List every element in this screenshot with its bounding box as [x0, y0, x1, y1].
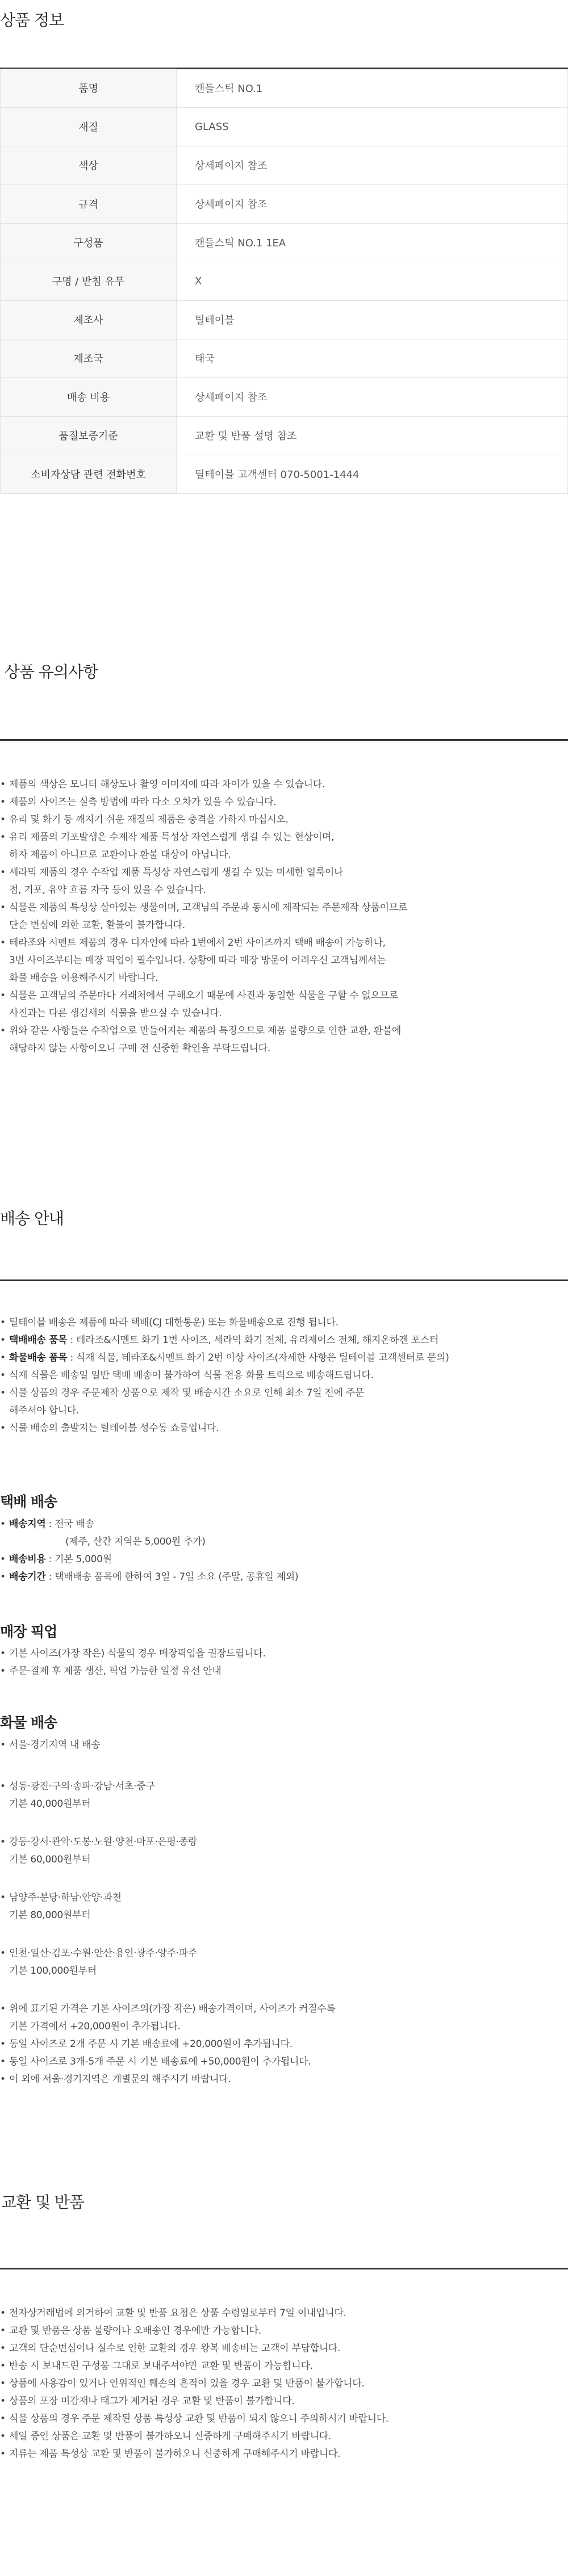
zone-gap: [0, 1813, 562, 1834]
spec-value: X: [177, 262, 568, 300]
returns-divider: [0, 2268, 568, 2269]
shipping-intro-item: [0, 1367, 562, 1385]
freight-zone-areas: • 강동·강서·관악·도봉·노원·양천·마포·은평·종랑: [0, 1834, 562, 1851]
notice-item: • 유리 제품의 기포발생은 수제작 제품 특성상 자연스럽게 생길 수 있는 현상이며,: [0, 829, 562, 846]
spec-key: 구성품: [1, 223, 177, 262]
freight-zone-areas: • 남양주·분당·하남·안양·과천: [0, 1889, 562, 1907]
notice-item: 3번 사이즈부터는 매장 픽업이 필수입니다. 상황에 따라 매장 방문이 어려우신 고객님께서는: [9, 955, 386, 966]
notice-item: • 식물은 고객님의 주문마다 거래처에서 구해오기 때문에 사진과 동일한 식물을 구할 수 없으므로: [0, 987, 562, 1005]
shipping-intro-text: : 식재 식물, 테라조&시멘트 화기 2번 이상 사이즈(자세한 사항은 틸테이블 고객센터로 문의): [67, 1352, 449, 1363]
freight-note: • 위에 표기된 가격은 기본 사이즈의(가장 작은) 배송가격이며, 사이즈가 커질수록: [0, 2000, 562, 2018]
spec-value: GLASS: [177, 107, 568, 146]
parcel-area-note: (제주, 산간 지역은 5,000원 추가): [65, 1536, 206, 1547]
notice-item: 점, 기포, 유약 흐름 자국 등이 있을 수 있습니다.: [9, 884, 206, 896]
notice-item: 하자 제품이 아니므로 교환이나 환불 대상이 아닙니다.: [9, 849, 231, 861]
freight-zone-areas: • 인천·일산·김포·수원·안산·용인·광주·양주·파주: [0, 1945, 562, 1962]
shipping-intro-item: [0, 1349, 562, 1367]
spec-value: 상세페이지 참조: [177, 146, 568, 184]
spec-row: [1, 377, 568, 416]
shipping-intro-item: [0, 1332, 562, 1349]
freight-notes: [0, 2000, 562, 2088]
freight-zone-price: 기본 80,000원부터: [9, 1910, 91, 1921]
returns-item: • 상품의 포장 미감재나 태그가 제거된 경우 교환 및 반품이 불가합니다.: [0, 2393, 562, 2410]
shipping-title: 배송 안내: [0, 1209, 64, 1228]
freight-title: 화물 배송: [0, 1714, 57, 1731]
shipping-intro-text: 해주셔야 합니다.: [9, 1405, 80, 1416]
notice-item: • 제품의 색상은 모니터 해상도나 촬영 이미지에 따라 차이가 있을 수 있습니다.: [0, 776, 562, 794]
returns-list: [0, 2305, 562, 2463]
returns-item: • 식물 상품의 경우 주문 제작된 상품 특성상 교환 및 반품이 되지 않으니 주의하시기 바랍니다.: [0, 2410, 562, 2428]
freight-note: • 동일 사이즈로 3개-5개 주문 시 기본 배송료에 +50,000원이 추가됩니다.: [0, 2053, 562, 2071]
spec-value: 상세페이지 참조: [177, 184, 568, 223]
shipping-intro-text: 식물 상품의 경우 주문제작 상품으로 제작 및 배송시간 소요로 인해 최소 7일 전에 주문: [9, 1387, 365, 1399]
parcel-period-text: : 택배배송 품목에 한하여 3일 - 7일 소요 (주말, 공휴일 제외): [45, 1571, 299, 1583]
freight-zone-areas: • 성동·광진·구의·송파·강남·서초·중구: [0, 1778, 562, 1795]
notice-item: • 세라믹 제품의 경우 수작업 제품 특성상 자연스럽게 생길 수 있는 미세한 얼룩이나: [0, 864, 562, 882]
spec-row: [1, 416, 568, 455]
spec-key: 구명 / 받침 유무: [1, 262, 177, 300]
parcel-fee-text: : 기본 5,000원: [45, 1554, 112, 1565]
notice-item: • 유리 및 화기 등 깨지기 쉬운 재질의 제품은 충격을 가하지 마십시오.: [0, 811, 562, 829]
shipping-divider: [0, 1279, 568, 1281]
parcel-list: [0, 1516, 562, 1586]
zone-gap: [0, 1869, 562, 1889]
shipping-intro-list: [0, 1314, 562, 1437]
freight-zone-price: 기본 100,000원부터: [9, 1965, 97, 1977]
shipping-intro-item: [0, 1402, 562, 1420]
shipping-intro-text: 틸테이블 배송은 제품에 따라 택배(CJ 대한통운) 또는 화물배송으로 진행 됩니다.: [9, 1317, 339, 1328]
notice-item: 화물 배송을 이용해주시기 바랍니다.: [9, 972, 158, 984]
spec-key: 색상: [1, 146, 177, 184]
spec-row: [1, 339, 568, 377]
spec-key: 제조국: [1, 339, 177, 377]
pickup-title: 매장 픽업: [0, 1623, 57, 1640]
returns-item: • 상품에 사용감이 있거나 인위적인 훼손의 흔적이 있을 경우 교환 및 반품이 불가합니다.: [0, 2375, 562, 2393]
shipping-intro-text: : 테라조&시멘트 화기 1번 사이즈, 세라믹 화기 전체, 유리제이스 전체, 해지온하겐 포스터: [67, 1335, 438, 1346]
spec-row: [1, 146, 568, 184]
parcel-area-text: : 전국 배송: [45, 1518, 94, 1530]
product-info-table: [0, 69, 568, 494]
spec-value: 교환 및 반품 설명 참조: [177, 416, 568, 455]
pickup-line: • 주문·결제 후 제품 생산, 픽업 가능한 일정 유선 안내: [0, 1663, 562, 1680]
notice-item: 해당하지 않는 사항이오니 구매 전 신중한 확인을 부탁드립니다.: [9, 1043, 271, 1054]
spec-value: 캔들스틱 NO.1: [177, 69, 568, 107]
notice-list: [0, 776, 562, 1058]
product-info-title: 상품 정보: [0, 11, 64, 30]
shipping-intro-item: [0, 1385, 562, 1402]
freight-note: • 이 외에 서울·경기지역은 개별문의 해주시기 바랍니다.: [0, 2071, 562, 2088]
pickup-line: • 기본 사이즈(가장 작은) 식물의 경우 매장픽업을 권장드립니다.: [0, 1645, 562, 1663]
spec-row: [1, 300, 568, 339]
spec-value: 틸테이블: [177, 300, 568, 339]
spec-value: 태국: [177, 339, 568, 377]
spec-row: [1, 455, 568, 493]
returns-item: • 교환 및 반품은 상품 불량이나 오배송인 경우에만 가능합니다.: [0, 2322, 562, 2340]
spec-key: 품질보증기준: [1, 416, 177, 455]
freight-region-line: • 서울·경기지역 내 배송: [0, 1736, 562, 1754]
spec-row: [1, 69, 568, 107]
returns-item: • 지류는 제품 특성상 교환 및 반품이 불가하오니 신중하게 구매해주시기 바랍니다.: [0, 2445, 562, 2463]
notice-title: 상품 유의사항: [5, 662, 98, 681]
spec-row: [1, 262, 568, 300]
notice-item: • 제품의 사이즈는 실측 방법에 따라 다소 오차가 있을 수 있습니다.: [0, 794, 562, 811]
shipping-intro-label: 화물배송 품목: [9, 1352, 68, 1363]
freight-note: • 동일 사이즈로 2개 주문 시 기본 배송료에 +20,000원이 추가됩니다.: [0, 2036, 562, 2053]
shipping-intro-label: 택배배송 품목: [9, 1335, 68, 1346]
returns-title: 교환 및 반품: [1, 2193, 85, 2212]
returns-item: • 전자상거래법에 의거하여 교환 및 반품 요청은 상품 수령일로부터 7일 이내입니다.: [0, 2305, 562, 2322]
parcel-title: 택배 배송: [0, 1493, 57, 1510]
spec-value: 틸테이블 고객센터 070-5001-1444: [177, 455, 568, 493]
shipping-intro-text: 식재 식물은 배송일 일반 택배 배송이 불가하여 식물 전용 화물 트럭으로 배송해드립니다.: [9, 1370, 374, 1381]
freight-zone-price: 기본 60,000원부터: [9, 1854, 91, 1865]
returns-item: • 세일 중인 상품은 교환 및 반품이 불가하오니 신중하게 구매해주시기 바랍니다.: [0, 2428, 562, 2445]
notice-divider: [0, 739, 568, 741]
notice-item: • 테라조와 시멘트 제품의 경우 디자인에 따라 1번에서 2번 사이즈까지 택배 배송이 가능하나,: [0, 934, 562, 952]
spec-key: 재질: [1, 107, 177, 146]
notice-item: 단순 변심에 의한 교환, 환불이 불가합니다.: [9, 920, 185, 931]
spec-key: 소비자상담 관련 전화번호: [1, 455, 177, 493]
shipping-intro-item: [0, 1420, 562, 1437]
parcel-fee-label: 배송비용: [9, 1554, 46, 1565]
parcel-area: [0, 1516, 562, 1533]
notice-item: • 위와 같은 사항들은 수작업으로 만들어지는 제품의 특징으므로 제품 불량으로 인한 교환, 환불에: [0, 1022, 562, 1040]
spec-key: 품명: [1, 69, 177, 107]
shipping-intro-item: [0, 1314, 562, 1332]
spec-key: 배송 비용: [1, 377, 177, 416]
parcel-period-label: 배송기간: [9, 1571, 46, 1583]
spec-key: 제조사: [1, 300, 177, 339]
returns-item: • 고객의 단순변심이나 실수로 인한 교환의 경우 왕복 배송비는 고객이 부담합니다.: [0, 2340, 562, 2357]
notice-item: 사진과는 다른 생김새의 식물을 받으실 수 있습니다.: [9, 1008, 222, 1019]
spec-value: 캔들스틱 NO.1 1EA: [177, 223, 568, 262]
notice-item: • 식물은 제품의 특성상 살아있는 생물이며, 고객님의 주문과 동시에 제작되는 주문제작 상품이므로: [0, 899, 562, 917]
spec-value: 상세페이지 참조: [177, 377, 568, 416]
freight-zone-list: [0, 1778, 562, 1980]
freight-zone-price: 기본 40,000원부터: [9, 1798, 91, 1810]
pickup-list: [0, 1645, 562, 1680]
freight-region: [0, 1736, 562, 1754]
spec-row: [1, 184, 568, 223]
spec-row: [1, 223, 568, 262]
shipping-intro-text: 식물 배송의 출발지는 틸테이블 성수동 쇼룸입니다.: [9, 1423, 219, 1434]
parcel-fee: [0, 1551, 562, 1568]
returns-item: • 반송 시 보내드린 구성품 그대로 보내주셔야만 교환 및 반품이 가능합니다.: [0, 2357, 562, 2375]
spec-row: [1, 107, 568, 146]
freight-note: 기본 가격에서 +20,000원이 추가됩니다.: [9, 2021, 181, 2032]
parcel-area-label: 배송지역: [9, 1518, 46, 1530]
parcel-period: [0, 1568, 562, 1586]
zone-gap: [0, 1924, 562, 1945]
spec-key: 규격: [1, 184, 177, 223]
